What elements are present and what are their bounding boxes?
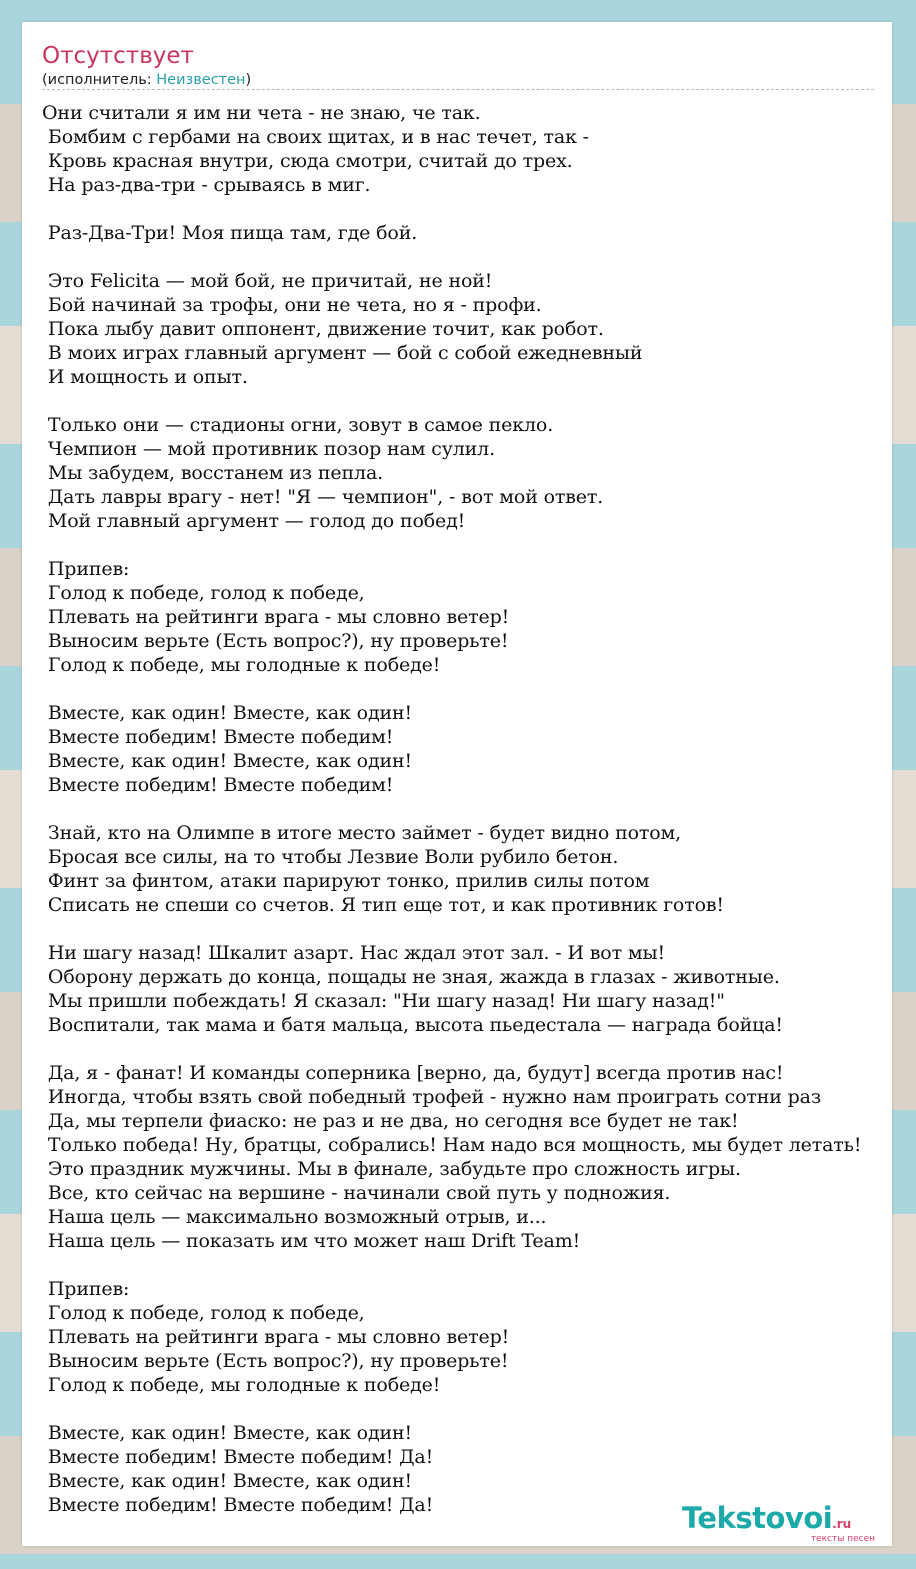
performer-link[interactable]: Неизвестен [156, 72, 246, 88]
lyric-blank-line [42, 1037, 892, 1061]
lyric-line: На раз-два-три - срываясь в миг. [42, 174, 371, 196]
lyrics-text [42, 101, 892, 1517]
performer-prefix: (исполнитель: [42, 72, 157, 88]
lyric-line: Вместе победим! Вместе победим! [42, 774, 394, 796]
logo-name: Tekstovoi [682, 1501, 833, 1535]
site-logo[interactable] [682, 1502, 887, 1546]
lyric-line: Выносим верьте (Есть вопрос?), ну проверьте! [42, 630, 509, 652]
lyric-line: Оборону держать до конца, пощады не зная, жажда в глазах - животные. [42, 966, 780, 988]
lyric-line: Чемпион — мой противник позор нам сулил. [42, 438, 495, 460]
lyric-blank-line [42, 533, 892, 557]
lyric-blank-line [42, 389, 892, 413]
lyric-line: Бомбим с гербами на своих щитах, и в нас течет, так - [42, 126, 589, 148]
lyric-line: Дать лавры врагу - нет! "Я — чемпион", - вот мой ответ. [42, 486, 604, 508]
lyric-line: Ни шагу назад! Шкалит азарт. Нас ждал этот зал. - И вот мы! [42, 942, 665, 964]
song-title: Отсутствует [42, 43, 194, 69]
lyric-line: Голод к победе, мы голодные к победе! [42, 654, 441, 676]
lyric-line: Вместе победим! Вместе победим! Да! [42, 1494, 434, 1516]
lyric-line: Раз-Два-Три! Моя пища там, где бой. [42, 222, 418, 244]
lyric-line: Мой главный аргумент — голод до побед! [42, 510, 466, 532]
lyric-line: Кровь красная внутри, сюда смотри, считай до трех. [42, 150, 573, 172]
performer-line [42, 71, 251, 89]
lyric-blank-line [42, 797, 892, 821]
lyric-line: Вместе, как один! Вместе, как один! [42, 702, 413, 724]
lyric-line: Припев: [42, 558, 130, 580]
lyric-blank-line [42, 1253, 892, 1277]
lyric-line: Наша цель — максимально возможный отрыв, и... [42, 1206, 547, 1228]
lyric-line: Мы пришли побеждать! Я сказал: "Ни шагу назад! Ни шагу назад!" [42, 990, 725, 1012]
lyric-line: Все, кто сейчас на вершине - начинали свой путь у подножия. [42, 1182, 671, 1204]
lyric-blank-line [42, 917, 892, 941]
lyric-line: Плевать на рейтинги врага - мы словно ветер! [42, 606, 510, 628]
performer-suffix: ) [245, 72, 252, 88]
lyric-line: Вместе, как один! Вместе, как один! [42, 1422, 413, 1444]
lyric-line: Пока лыбу давит оппонент, движение точит, как робот. [42, 318, 604, 340]
lyric-line: Бой начинай за трофы, они не чета, но я - профи. [42, 294, 542, 316]
lyric-line: Иногда, чтобы взять свой победный трофей - нужно нам проиграть сотни раз [42, 1086, 822, 1108]
lyric-blank-line [42, 1397, 892, 1421]
lyric-line: Голод к победе, голод к победе, [42, 1302, 365, 1324]
lyric-line: Вместе победим! Вместе победим! Да! [42, 1446, 434, 1468]
lyric-line: Вместе победим! Вместе победим! [42, 726, 394, 748]
lyric-line: Бросая все силы, на то чтобы Лезвие Воли рубило бетон. [42, 846, 619, 868]
lyric-line: Они считали я им ни чета - не знаю, че так. [42, 102, 481, 124]
lyric-line: Знай, кто на Олимпе в итоге место займет - будет видно потом, [42, 822, 682, 844]
lyric-line: Голод к победе, мы голодные к победе! [42, 1374, 441, 1396]
lyric-line: Вместе, как один! Вместе, как один! [42, 750, 413, 772]
lyric-line: Голод к победе, голод к победе, [42, 582, 365, 604]
lyric-line: Списать не спеши со счетов. Я тип еще тот, и как противник готов! [42, 894, 724, 916]
lyric-line: Наша цель — показать им что может наш Drift Team! [42, 1230, 581, 1252]
lyric-line: Вместе, как один! Вместе, как один! [42, 1470, 413, 1492]
lyric-line: Финт за финтом, атаки парируют тонко, прилив силы потом [42, 870, 650, 892]
lyric-line: Это Felicita — мой бой, не причитай, не ной! [42, 270, 493, 292]
lyric-blank-line [42, 677, 892, 701]
lyric-line: Припев: [42, 1278, 130, 1300]
lyric-blank-line [42, 197, 892, 221]
lyric-line: Воспитали, так мама и батя мальца, высота пьедестала — награда бойца! [42, 1014, 783, 1036]
lyric-line: И мощность и опыт. [42, 366, 248, 388]
title-divider [42, 89, 874, 90]
logo-tagline: тексты песен [810, 1534, 875, 1544]
logo-tld: .ru [832, 1517, 852, 1531]
lyric-line: Мы забудем, восстанем из пепла. [42, 462, 384, 484]
lyric-line: Только они — стадионы огни, зовут в самое пекло. [42, 414, 554, 436]
lyric-line: Да, я - фанат! И команды соперника [верно, да, будут] всегда против нас! [42, 1062, 784, 1084]
lyrics-card [22, 22, 892, 1546]
lyric-line: Только победа! Ну, братцы, собрались! Нам надо вся мощность, мы будет летать! [42, 1134, 862, 1156]
lyric-line: Да, мы терпели фиаско: не раз и не два, но сегодня все будет не так! [42, 1110, 739, 1132]
lyric-line: Плевать на рейтинги врага - мы словно ветер! [42, 1326, 510, 1348]
lyric-blank-line [42, 245, 892, 269]
lyric-line: Выносим верьте (Есть вопрос?), ну проверьте! [42, 1350, 509, 1372]
lyric-line: Это праздник мужчины. Мы в финале, забудьте про сложность игры. [42, 1158, 741, 1180]
lyric-line: В моих играх главный аргумент — бой с собой ежедневный [42, 342, 643, 364]
